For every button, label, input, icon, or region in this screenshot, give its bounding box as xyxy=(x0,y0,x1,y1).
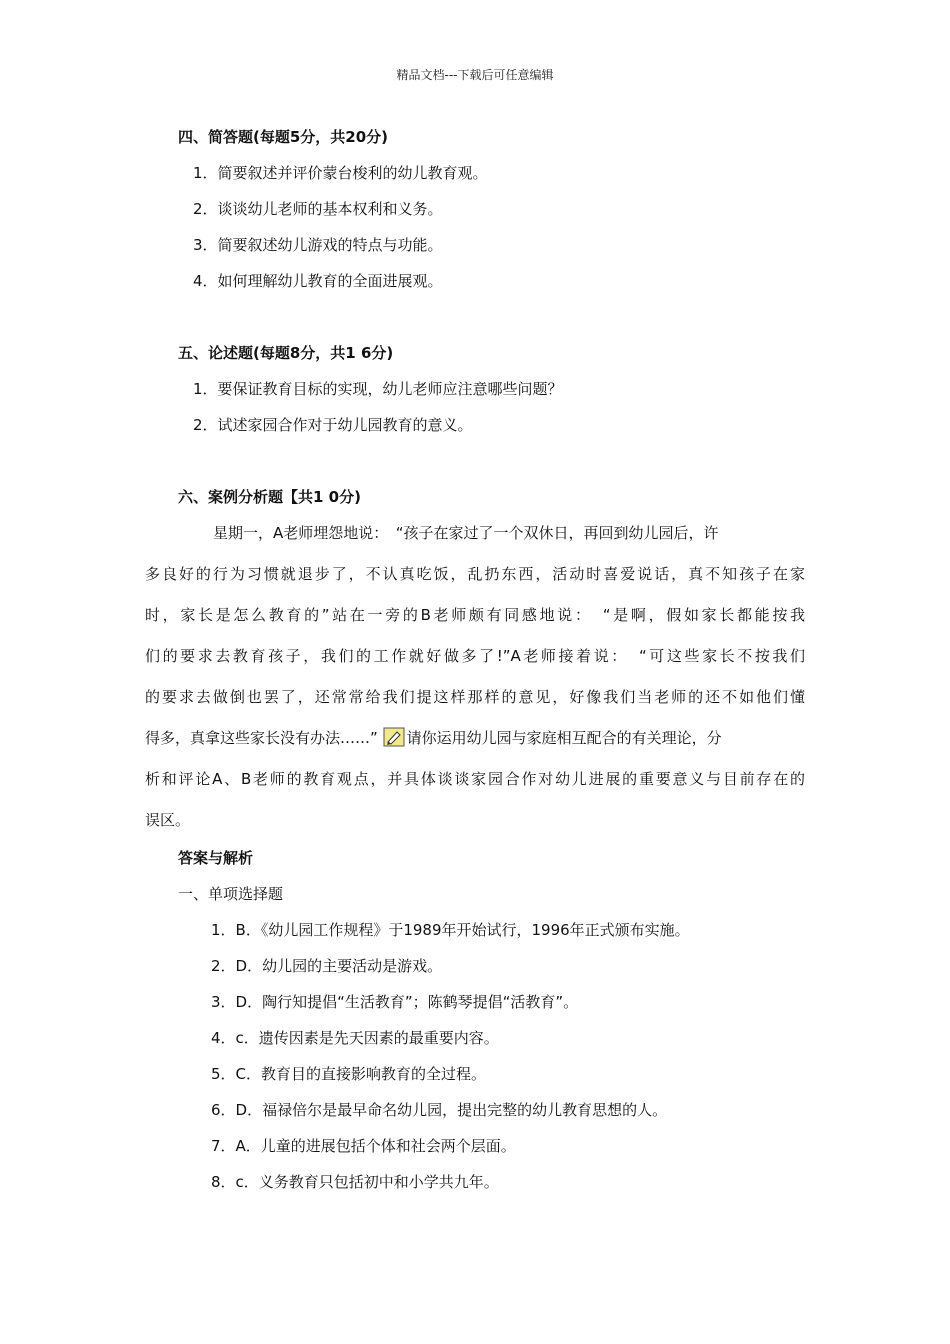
answers-title: 答案与解析 xyxy=(178,849,254,867)
case-line-4: 们的要求去教育孩子，我们的工作就好做多了!”A老师接着说： “可这些家长不按我们 xyxy=(145,647,805,665)
section4-item-4: 4．如何理解幼儿教育的全面进展观。 xyxy=(193,272,443,290)
section5-title: 五、论述题(每题8分，共1 6分) xyxy=(178,344,394,362)
case-line-3: 时，家长是怎么教育的”站在一旁的B老师颇有同感地说： “是啊，假如家长都能按我 xyxy=(145,606,805,624)
case-line-2: 多良好的行为习惯就退步了，不认真吃饭，乱扔东西，活动时喜爱说话，真不知孩子在家 xyxy=(145,565,805,583)
case-line-6 xyxy=(145,727,805,748)
case-line-6-start: 得多，真拿这些家长没有办法……” xyxy=(145,729,378,747)
answer-item-6: 6．D．福禄倍尔是最早命名幼儿园，提出完整的幼儿教育思想的人。 xyxy=(211,1101,668,1119)
section4-item-3: 3．简要叙述幼儿游戏的特点与功能。 xyxy=(193,236,443,254)
answer-item-2: 2．D．幼儿园的主要活动是游戏。 xyxy=(211,957,443,975)
section4-title: 四、简答题(每题5分，共20分) xyxy=(178,128,389,146)
case-line-5: 的要求去做倒也罢了，还常常给我们提这样那样的意见，好像我们当老师的还不如他们懂 xyxy=(145,688,805,706)
section5-item-1: 1．要保证教育目标的实现，幼儿老师应注意哪些问题？ xyxy=(193,380,563,398)
page-header: 精品文档---下载后可任意编辑 xyxy=(396,68,554,82)
section6-title: 六、案例分析题【共1 0分) xyxy=(178,488,361,506)
case-line-8: 误区。 xyxy=(145,811,191,829)
answer-item-4: 4．c．遗传因素是先天因素的最重要内容。 xyxy=(211,1029,499,1047)
answer-item-8: 8．c．义务教育只包括初中和小学共九年。 xyxy=(211,1173,499,1191)
answer-item-3: 3．D．陶行知提倡“生活教育”；陈鹤琴提倡“活教育”。 xyxy=(211,993,579,1011)
answer-item-7: 7．A．儿童的进展包括个体和社会两个层面。 xyxy=(211,1137,516,1155)
case-line-1: 星期一，A老师埋怨地说： “孩子在家过了一个双休日，再回到幼儿园后，许 xyxy=(213,524,719,542)
case-line-6-end: 请你运用幼儿园与家庭相互配合的有关理论，分 xyxy=(406,729,722,747)
section4-item-2: 2．谈谈幼儿老师的基本权利和义务。 xyxy=(193,200,443,218)
case-line-7: 析和评论A、B老师的教育观点，并具体谈谈家园合作对幼儿进展的重要意义与目前存在的 xyxy=(145,770,805,788)
answer-item-1: 1．B．《幼儿园工作规程》于1989年开始试行，1996年正式颁布实施。 xyxy=(211,921,690,939)
pencil-note-icon xyxy=(383,727,405,747)
answer-item-5: 5．C．教育目的直接影响教育的全过程。 xyxy=(211,1065,487,1083)
answers-subtitle: 一、单项选择题 xyxy=(178,885,284,903)
section5-item-2: 2．试述家园合作对于幼儿园教育的意义。 xyxy=(193,416,473,434)
section4-item-1: 1．简要叙述并评价蒙台梭利的幼儿教育观。 xyxy=(193,164,488,182)
